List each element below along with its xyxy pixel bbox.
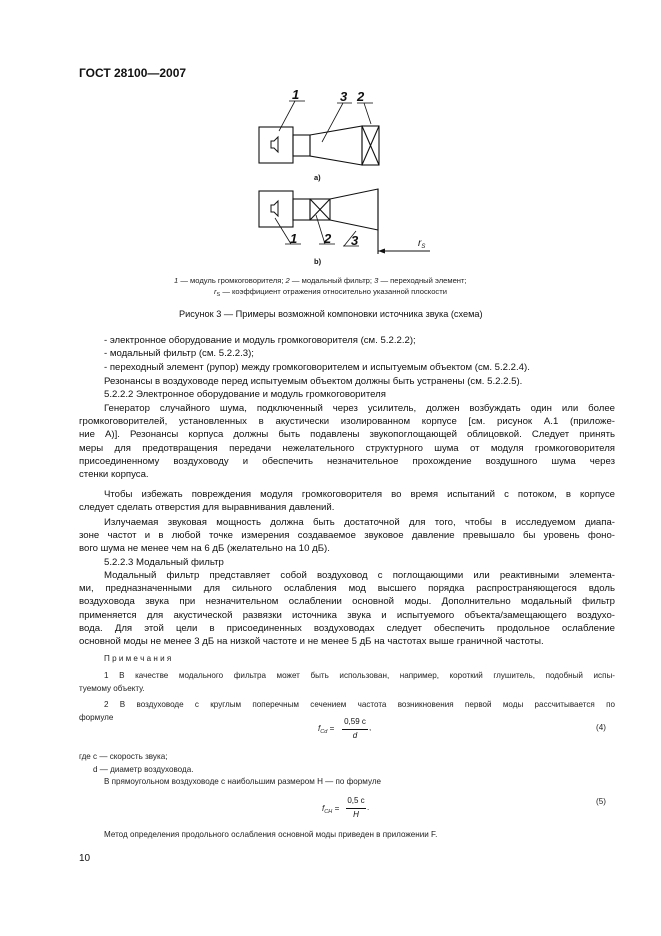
figure-legend-line1-hidden xyxy=(0,0,1,1)
paragraph xyxy=(79,488,615,514)
list-item: - электронное оборудование и модуль громкоговорителя (см. 5.2.2.2); xyxy=(104,335,416,346)
paragraph xyxy=(79,569,615,648)
figure-legend-line1: 1 — модуль громкоговорителя; 2 — модальный фильтр; 3 — переходный элемент; xyxy=(174,276,467,285)
eq4-lhs: f xyxy=(318,724,321,733)
callout-b-1: 1 xyxy=(290,231,298,246)
subfigure-label-b: b) xyxy=(314,257,322,266)
note-line: 2 В воздуховоде с круглым поперечным сечением частота возникновения первой моды рассчитывается по xyxy=(104,700,615,709)
section-heading: 5.2.2.3 Модальный фильтр xyxy=(104,557,224,568)
list-item: - модальный фильтр (см. 5.2.2.3); xyxy=(104,348,254,359)
sound-source-diagram xyxy=(0,0,661,300)
paragraph-line: воздуховода звука при незначительном ослаблении основной моды. Дополнительно модальный фильтр xyxy=(79,596,615,608)
paragraph-line: применяется для акустической развязки источника звука и испытуемого объекта/замещающего воздухо- xyxy=(79,609,615,621)
resonance-sentence: Резонансы в воздуховоде перед испытуемым объектом должны быть устранены (см. 5.2.2.5). xyxy=(104,376,523,387)
arrow-head-icon xyxy=(378,249,385,254)
transition-element-a xyxy=(310,126,362,165)
paragraph-line: Чтобы избежать повреждения модуля громкоговорителя во время испытаний с потоком, в корпусе xyxy=(104,489,615,500)
paragraph-line: вода. Для этой цели в присоединенных воздуховодах следует обеспечить продольное ослабление xyxy=(79,622,615,634)
where-line-2: d — диаметр воздуховода. xyxy=(93,765,194,774)
paragraph-line: следует сделать отверстия для выравнивания давлений. xyxy=(79,502,335,514)
fraction-bar xyxy=(346,808,366,809)
eq4-lhs-sub: Cd xyxy=(320,729,328,735)
paragraph-line: ние А)]. Резонансы корпуса должны быть подавлены звукопоглощающей облицовкой. Следует принять xyxy=(79,429,615,441)
paragraph-line: громкоговорителей, установленных в акустически изолированном корпусе [см. рисунок А.1 (приложе- xyxy=(79,416,615,428)
subfigure-label-a: a) xyxy=(314,173,321,182)
rect-duct-line: В прямоугольном воздуховоде с наибольшим размером H — по формуле xyxy=(104,777,382,786)
loudspeaker-module-a xyxy=(259,127,293,163)
note xyxy=(79,669,615,695)
where-line-1: где c — скорость звука; xyxy=(79,752,168,761)
fraction-bar xyxy=(342,729,368,730)
eq4-denominator: d xyxy=(352,731,358,740)
document-header: ГОСТ 28100—2007 xyxy=(79,66,187,80)
eq5-numerator: 0,5 c xyxy=(347,796,365,805)
speaker-icon xyxy=(271,137,278,152)
paragraph-line: Модальный фильтр представляет собой воздуховод с поглощающими или реактивными элемента- xyxy=(104,570,615,581)
paragraph-line: основной моды не менее 3 дБ на низкой частоте и не менее 5 дБ на частотах выше граничной частоты. xyxy=(79,636,544,648)
list-item: - переходный элемент (рупор) между громкоговорителем и испытуемым объектом (см. 5.2.2.4). xyxy=(104,362,530,373)
loudspeaker-module-b xyxy=(259,191,293,227)
note-line: туемому объекту. xyxy=(79,684,145,693)
notes-heading: П р и м е ч а н и я xyxy=(104,654,172,663)
note-line: формуле xyxy=(79,713,114,722)
note-line: 1 В качестве модального фильтра может быть использован, например, короткий глушитель, подобный испы- xyxy=(104,671,615,680)
figure-title: Рисунок 3 — Примеры возможной компоновки источника звука (схема) xyxy=(179,309,483,319)
transition-element-b xyxy=(330,189,378,230)
rs-label: $r_S$ xyxy=(418,238,426,250)
eq5-tail: . xyxy=(367,803,370,812)
duct-stub-a xyxy=(293,135,310,156)
paragraph-line: Излучаемая звуковая мощность должна быть достаточной для того, чтобы в исследуемом диапа- xyxy=(104,517,615,528)
callout-a-3: 3 xyxy=(340,89,348,104)
callout-a-2: 2 xyxy=(357,89,365,104)
eq4-numerator: 0,59 c xyxy=(344,717,366,726)
paragraph-line: меры для предотвращения передачи нежелательного структурного шума от модуля громкоговорителя xyxy=(79,442,615,454)
eq5-denominator: H xyxy=(353,810,359,819)
callout-b-2: 2 xyxy=(324,231,332,246)
eq5-lhs: f xyxy=(322,804,325,813)
callout-a-1: 1 xyxy=(292,87,300,102)
paragraph-line: зоне частот и в любой точке измерения создаваемое звуковое давление превышало бы уровень фоно- xyxy=(79,530,615,542)
paragraph xyxy=(79,402,615,481)
callout-b-3: 3 xyxy=(351,233,359,248)
figure-legend-line2: $r_S$ — коэффициент отражения относительно указанной плоскости xyxy=(214,287,447,298)
duct-stub-b xyxy=(293,199,310,220)
paragraph-line: стенки корпуса. xyxy=(79,469,149,481)
method-sentence: Метод определения продольного ослабления основной моды приведен в приложении F. xyxy=(104,830,438,839)
section-heading: 5.2.2.2 Электронное оборудование и модуль громкоговорителя xyxy=(104,389,386,400)
paragraph-line: вого шума не менее чем на 6 дБ (желательно на 10 дБ). xyxy=(79,543,330,555)
paragraph-line: ми, предназначенными для сильного ослабления мод высшего порядка распространяющегося вдоль xyxy=(79,583,615,595)
paragraph xyxy=(79,516,615,556)
page-number: 10 xyxy=(79,853,91,864)
eq4-tail: , xyxy=(369,723,372,732)
paragraph-line: присоединенному воздуховоду и обеспечить незначительное прохождение воздушного шума через xyxy=(79,455,615,467)
paragraph-line: Генератор случайного шума, подключенный через усилитель, должен возбуждать один или более xyxy=(104,403,615,414)
equation-number: (4) xyxy=(596,723,606,732)
equation-number: (5) xyxy=(596,797,606,806)
eq5-lhs-sub: CH xyxy=(324,809,333,815)
speaker-icon xyxy=(271,201,278,216)
